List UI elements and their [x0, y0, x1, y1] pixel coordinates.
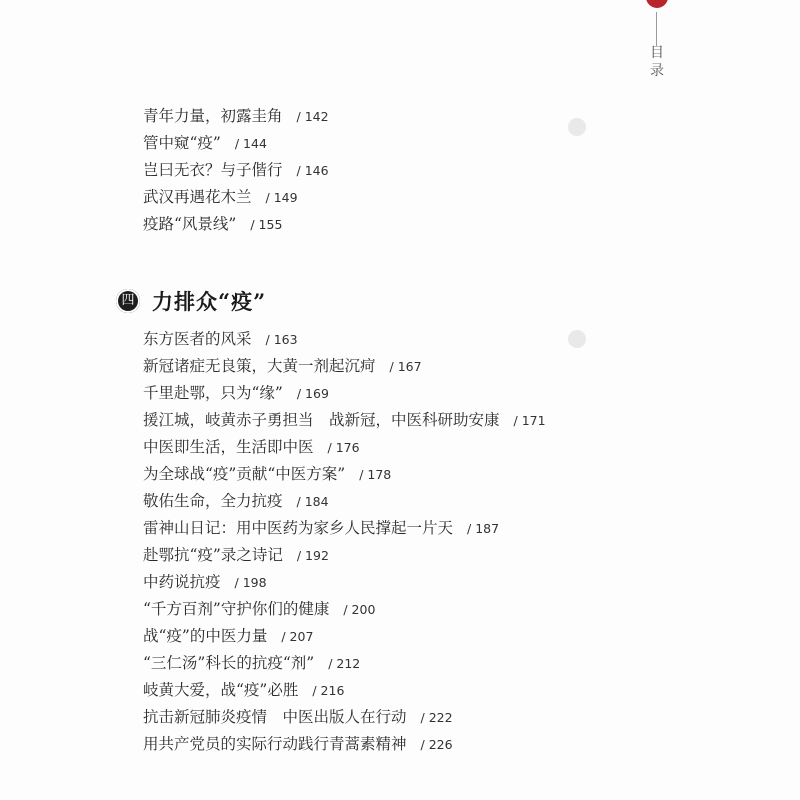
toc-entry-page: / 198	[234, 575, 267, 590]
toc-entry-title: 援江城，岐黄赤子勇担当 战新冠，中医科研助安康	[143, 411, 500, 429]
toc-entry[interactable]	[143, 572, 267, 593]
toc-entry-page: / 167	[389, 359, 422, 374]
toc-entry[interactable]	[143, 518, 499, 539]
toc-entry[interactable]	[143, 491, 329, 512]
toc-entry[interactable]	[143, 734, 453, 755]
toc-entry[interactable]	[143, 680, 344, 701]
toc-entry-page: / 222	[420, 710, 453, 725]
toc-entry-page: / 146	[296, 163, 329, 178]
toc-entry-title: 武汉再遇花木兰	[143, 188, 252, 206]
running-head-label: 目录	[650, 45, 664, 79]
toc-entry-title: 用共产党员的实际行动践行青蒿素精神	[143, 735, 407, 753]
toc-entry-title: 赴鄂抗“疫”录之诗记	[143, 546, 283, 564]
toc-entry-page: / 169	[296, 386, 329, 401]
toc-entry[interactable]	[143, 133, 267, 154]
toc-entry[interactable]	[143, 383, 329, 404]
toc-entry-title: 岂曰无衣？与子偕行	[143, 161, 283, 179]
toc-entry-page: / 176	[327, 440, 360, 455]
toc-entry-page: / 192	[296, 548, 329, 563]
toc-entry-title: 雷神山日记：用中医药为家乡人民撑起一片天	[143, 519, 454, 537]
toc-entry-title: “千方百剂”守护你们的健康	[143, 600, 330, 618]
toc-entry[interactable]	[143, 653, 360, 674]
toc-entry[interactable]	[143, 187, 298, 208]
toc-entry[interactable]	[143, 599, 375, 620]
toc-entry-page: / 149	[265, 190, 298, 205]
toc-entry-title: 青年力量，初露圭角	[143, 107, 283, 125]
toc-entry-title: 岐黄大爱，战“疫”必胜	[143, 681, 299, 699]
toc-entry-page: / 142	[296, 109, 329, 124]
toc-entry-page: / 178	[359, 467, 392, 482]
toc-entry-title: 管中窥“疫”	[143, 134, 221, 152]
section-number-badge: 四	[116, 289, 140, 313]
toc-entry-page: / 216	[312, 683, 345, 698]
toc-entry-page: / 184	[296, 494, 329, 509]
toc-entry[interactable]	[143, 329, 298, 350]
toc-entry-title: 中医即生活，生活即中医	[143, 438, 314, 456]
section-title: 力排众“疫”	[152, 289, 267, 314]
toc-entry-page: / 187	[467, 521, 500, 536]
toc-entry-title: 东方医者的风采	[143, 330, 252, 348]
toc-entry-page: / 163	[265, 332, 298, 347]
toc-entry-page: / 212	[328, 656, 361, 671]
toc-entry[interactable]	[143, 106, 329, 127]
toc-entry-title: “三仁汤”科长的抗疫“剂”	[143, 654, 315, 672]
toc-entry[interactable]	[143, 464, 391, 485]
toc-entry-title: 抗击新冠肺炎疫情 中医出版人在行动	[143, 708, 407, 726]
toc-entry-title: 敬佑生命，全力抗疫	[143, 492, 283, 510]
toc-entry-title: 为全球战“疫”贡献“中医方案”	[143, 465, 346, 483]
toc-entry[interactable]	[143, 214, 282, 235]
toc-entry-title: 中药说抗疫	[143, 573, 221, 591]
toc-entry-page: / 144	[234, 136, 267, 151]
toc-entry[interactable]	[143, 356, 422, 377]
toc-entry[interactable]	[143, 545, 329, 566]
toc-entry-title: 千里赴鄂，只为“缘”	[143, 384, 283, 402]
toc-entry-page: / 207	[281, 629, 314, 644]
toc-entry-page: / 155	[250, 217, 283, 232]
section-heading[interactable]	[116, 287, 266, 315]
toc-entry[interactable]	[143, 707, 453, 728]
toc-entry-page: / 171	[513, 413, 546, 428]
toc-entry-title: 新冠诸症无良策，大黄一剂起沉疴	[143, 357, 376, 375]
toc-entry[interactable]	[143, 160, 329, 181]
toc-entry-title: 战“疫”的中医力量	[143, 627, 268, 645]
toc-entry[interactable]	[143, 410, 546, 431]
toc-entry-title: 疫路“风景线”	[143, 215, 237, 233]
toc-entry-page: / 226	[420, 737, 453, 752]
toc-entry[interactable]	[143, 626, 313, 647]
toc-entry-page: / 200	[343, 602, 376, 617]
toc-entry[interactable]	[143, 437, 360, 458]
